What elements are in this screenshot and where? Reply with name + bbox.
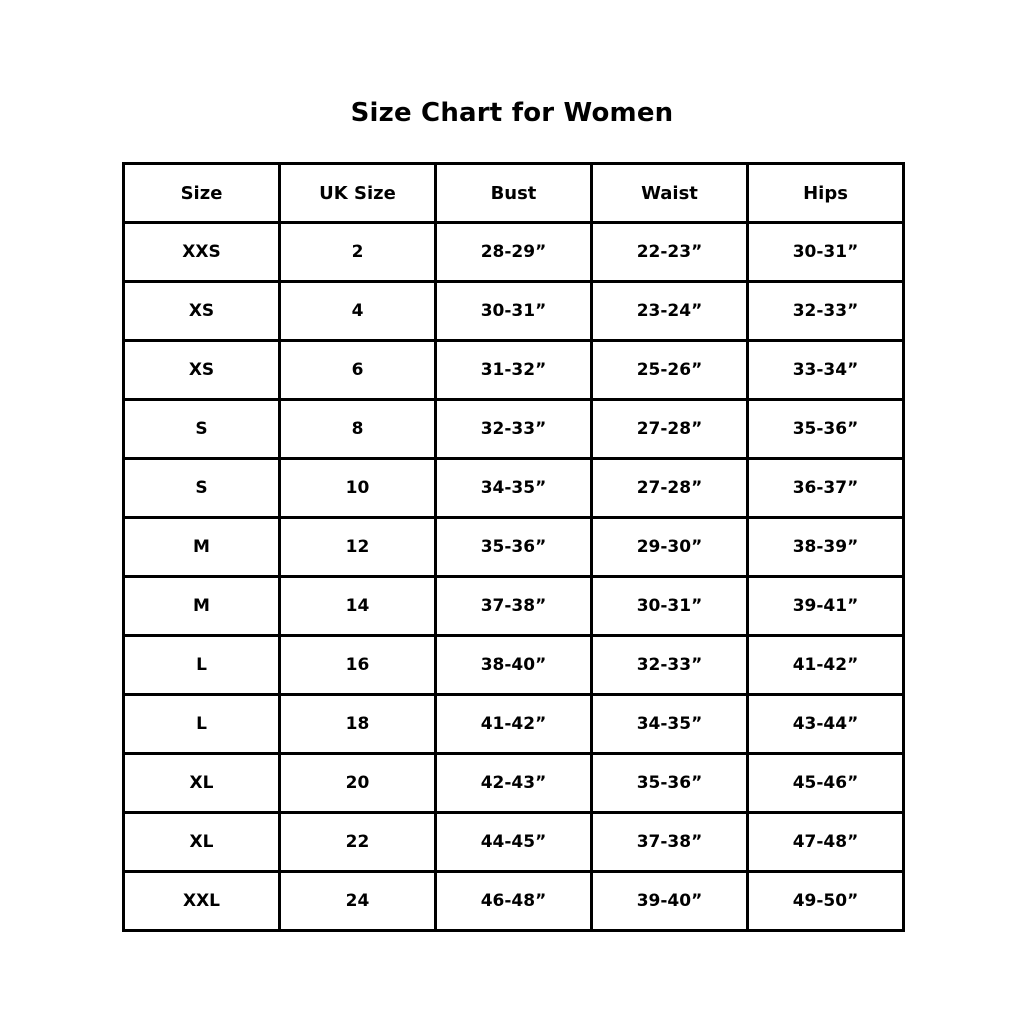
- table-row: [124, 282, 904, 341]
- cell-hips: 49-50”: [748, 872, 904, 931]
- column-header-uk-size: UK Size: [280, 164, 436, 223]
- table-row: [124, 754, 904, 813]
- table-row: [124, 400, 904, 459]
- column-header-hips: Hips: [748, 164, 904, 223]
- cell-waist: 30-31”: [592, 577, 748, 636]
- table-row: [124, 577, 904, 636]
- cell-uk-size: 8: [280, 400, 436, 459]
- cell-uk-size: 20: [280, 754, 436, 813]
- cell-hips: 36-37”: [748, 459, 904, 518]
- cell-size: XS: [124, 282, 280, 341]
- cell-hips: 47-48”: [748, 813, 904, 872]
- cell-bust: 44-45”: [436, 813, 592, 872]
- cell-size: L: [124, 636, 280, 695]
- cell-hips: 41-42”: [748, 636, 904, 695]
- cell-size: XL: [124, 813, 280, 872]
- cell-size: XS: [124, 341, 280, 400]
- cell-uk-size: 14: [280, 577, 436, 636]
- cell-waist: 27-28”: [592, 400, 748, 459]
- table-row: [124, 518, 904, 577]
- cell-bust: 34-35”: [436, 459, 592, 518]
- cell-waist: 37-38”: [592, 813, 748, 872]
- cell-size: XL: [124, 754, 280, 813]
- cell-uk-size: 10: [280, 459, 436, 518]
- table-row: [124, 695, 904, 754]
- table-body: [124, 223, 904, 931]
- cell-size: S: [124, 400, 280, 459]
- cell-bust: 32-33”: [436, 400, 592, 459]
- cell-waist: 35-36”: [592, 754, 748, 813]
- cell-waist: 34-35”: [592, 695, 748, 754]
- cell-waist: 32-33”: [592, 636, 748, 695]
- column-header-waist: Waist: [592, 164, 748, 223]
- cell-hips: 45-46”: [748, 754, 904, 813]
- cell-bust: 30-31”: [436, 282, 592, 341]
- cell-uk-size: 16: [280, 636, 436, 695]
- table-row: [124, 223, 904, 282]
- size-chart-table: [122, 162, 905, 932]
- cell-uk-size: 24: [280, 872, 436, 931]
- cell-waist: 22-23”: [592, 223, 748, 282]
- cell-bust: 37-38”: [436, 577, 592, 636]
- cell-bust: 35-36”: [436, 518, 592, 577]
- cell-waist: 39-40”: [592, 872, 748, 931]
- cell-bust: 42-43”: [436, 754, 592, 813]
- table-row: [124, 872, 904, 931]
- cell-hips: 35-36”: [748, 400, 904, 459]
- cell-size: XXL: [124, 872, 280, 931]
- column-header-bust: Bust: [436, 164, 592, 223]
- cell-bust: 38-40”: [436, 636, 592, 695]
- cell-bust: 28-29”: [436, 223, 592, 282]
- table-row: [124, 813, 904, 872]
- cell-size: M: [124, 577, 280, 636]
- cell-waist: 25-26”: [592, 341, 748, 400]
- cell-waist: 29-30”: [592, 518, 748, 577]
- cell-hips: 33-34”: [748, 341, 904, 400]
- cell-hips: 30-31”: [748, 223, 904, 282]
- cell-uk-size: 2: [280, 223, 436, 282]
- cell-uk-size: 4: [280, 282, 436, 341]
- cell-size: XXS: [124, 223, 280, 282]
- cell-waist: 27-28”: [592, 459, 748, 518]
- table-header-row: [124, 164, 904, 223]
- cell-uk-size: 22: [280, 813, 436, 872]
- table-row: [124, 459, 904, 518]
- cell-bust: 41-42”: [436, 695, 592, 754]
- cell-hips: 39-41”: [748, 577, 904, 636]
- column-header-size: Size: [124, 164, 280, 223]
- cell-size: L: [124, 695, 280, 754]
- cell-uk-size: 12: [280, 518, 436, 577]
- cell-size: S: [124, 459, 280, 518]
- cell-hips: 32-33”: [748, 282, 904, 341]
- cell-waist: 23-24”: [592, 282, 748, 341]
- cell-bust: 46-48”: [436, 872, 592, 931]
- size-table-container: [122, 162, 902, 932]
- cell-uk-size: 6: [280, 341, 436, 400]
- table-header: [124, 164, 904, 223]
- cell-hips: 38-39”: [748, 518, 904, 577]
- cell-bust: 31-32”: [436, 341, 592, 400]
- table-row: [124, 636, 904, 695]
- page-title: Size Chart for Women: [350, 98, 674, 128]
- cell-size: M: [124, 518, 280, 577]
- table-row: [124, 341, 904, 400]
- cell-hips: 43-44”: [748, 695, 904, 754]
- cell-uk-size: 18: [280, 695, 436, 754]
